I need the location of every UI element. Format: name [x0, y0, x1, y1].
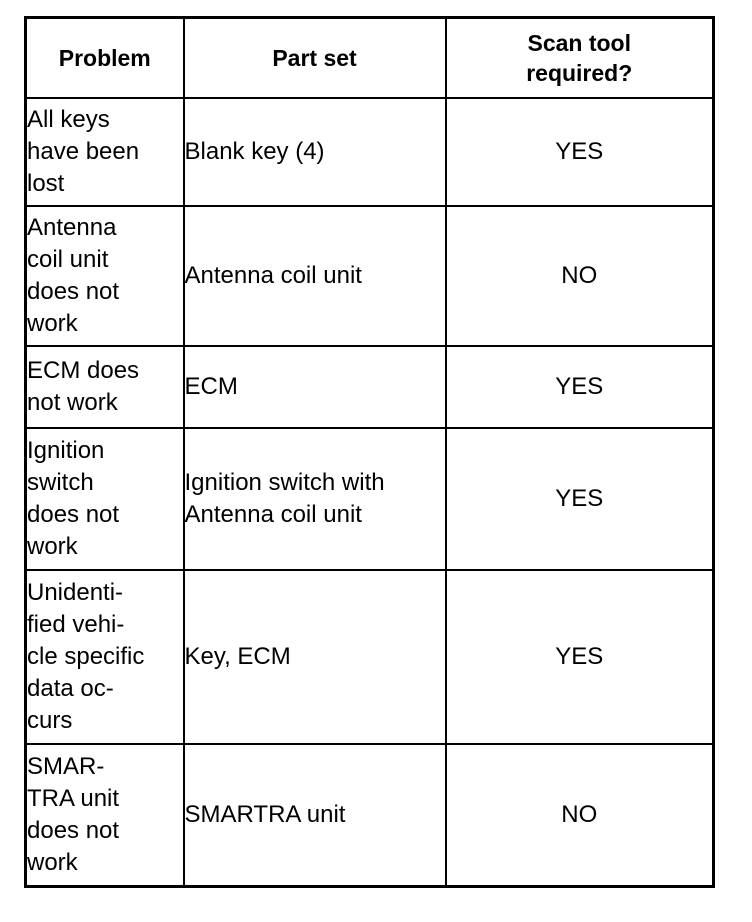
part-set-cell: SMARTRA unit [184, 744, 446, 887]
table-row [26, 570, 714, 744]
part-set-cell: Antenna coil unit [184, 206, 446, 346]
scan-tool-cell: YES [446, 98, 714, 206]
part-set-cell: Key, ECM [184, 570, 446, 744]
table-row [26, 346, 714, 428]
problem-cell: Ignition switch does not work [26, 428, 184, 570]
table-row [26, 98, 714, 206]
scan-tool-cell: YES [446, 428, 714, 570]
table-row [26, 206, 714, 346]
scan-tool-cell: NO [446, 744, 714, 887]
problem-cell: Unidenti- fied vehi- cle specific data oc- curs [26, 570, 184, 744]
scan-tool-cell: NO [446, 206, 714, 346]
header-scan-tool-required: Scan tool required? [446, 18, 714, 99]
table-header-row [26, 18, 714, 99]
parts-table [24, 16, 715, 888]
scan-tool-cell: YES [446, 346, 714, 428]
header-problem: Problem [26, 18, 184, 99]
problem-cell: Antenna coil unit does not work [26, 206, 184, 346]
problem-cell: ECM does not work [26, 346, 184, 428]
table-row [26, 744, 714, 887]
part-set-cell: ECM [184, 346, 446, 428]
part-set-cell: Blank key (4) [184, 98, 446, 206]
scan-tool-cell: YES [446, 570, 714, 744]
table-row [26, 428, 714, 570]
part-set-cell: Ignition switch with Antenna coil unit [184, 428, 446, 570]
problem-cell: All keys have been lost [26, 98, 184, 206]
header-part-set: Part set [184, 18, 446, 99]
problem-cell: SMAR- TRA unit does not work [26, 744, 184, 887]
